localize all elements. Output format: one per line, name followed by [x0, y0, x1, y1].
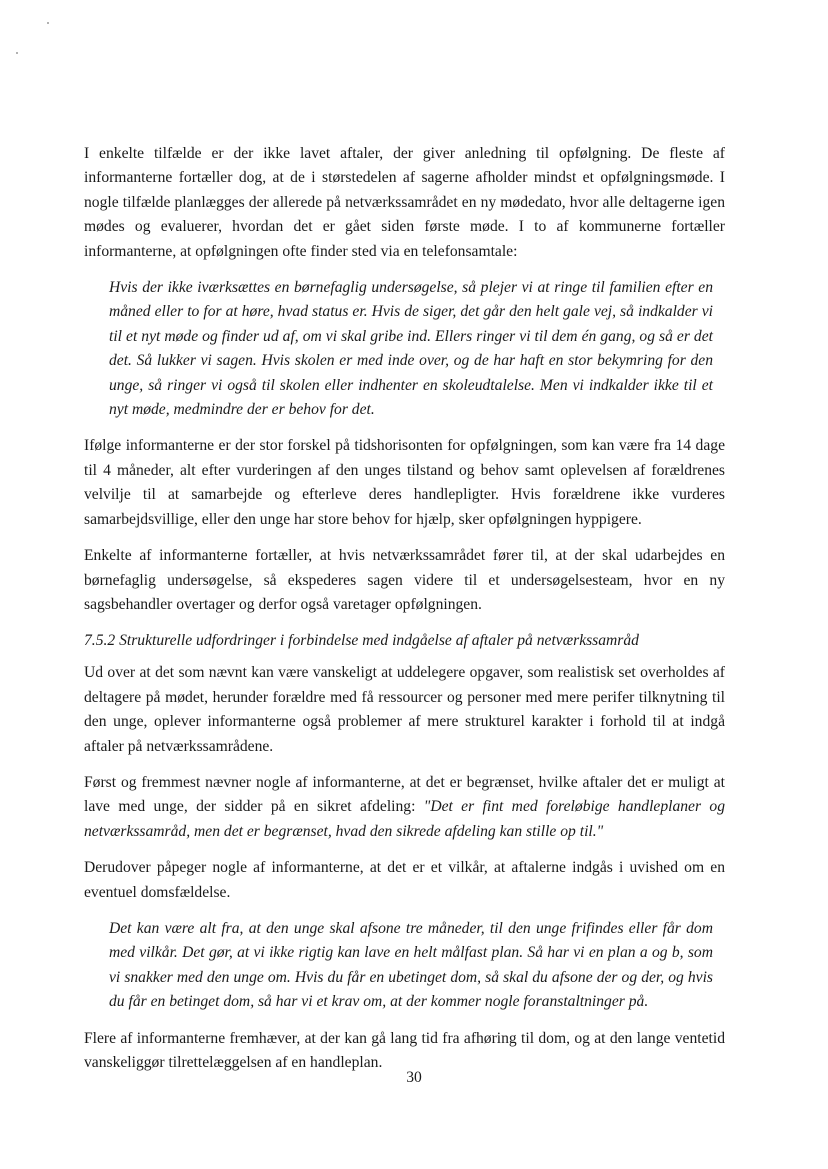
body-paragraph: I enkelte tilfælde er der ikke lavet aftaler, der giver anledning til opfølgning. De fleste af informanterne fortæller dog, at de i størstedelen af sagerne afholder mindst et opfølgningsmøde. I nogle tilfælde planlægges der allerede på netværkssamrådet en ny mødedato, hvor alle deltagerne igen mødes og evaluerer, hvordan det er gået siden første møde. I to af kommunerne fortæller informanterne, at opfølgningen ofte finder sted via en telefonsamtale:: [84, 145, 725, 260]
body-paragraph: Derudover påpeger nogle af informanterne, at det er et vilkår, at aftalerne indgås i uvished om en eventuel domsfældelse.: [84, 859, 725, 901]
section-heading: 7.5.2 Strukturelle udfordringer i forbindelse med indgåelse af aftaler på netværkssamråd: [84, 632, 639, 650]
scan-speck: [47, 22, 49, 24]
body-paragraph: Ifølge informanterne er der stor forskel på tidshorisonten for opfølgningen, som kan være fra 14 dage til 4 måneder, alt efter vurderingen af den unges tilstand og behov samt oplevelsen af forældrenes velvilje til at samarbejde og efterleve deres handlepligter. Hvis forældrene ikke vurderes samarbejdsvillige, eller den unge har store behov for hjælp, sker opfølgningen hyppigere.: [84, 437, 725, 528]
inline-quote: "Det er fint med foreløbige handleplaner og netværkssamråd, men det er begrænset, hvad den sikrede afdeling kan stille op til.": [84, 798, 725, 840]
page-number: 30: [406, 1069, 422, 1086]
block-quote: Hvis der ikke iværksættes en børnefaglig undersøgelse, så plejer vi at ringe til familien efter en måned eller to for at høre, hvad status er. Hvis de siger, det går den helt gale vej, så indkalder vi til et nyt møde og finder ud af, om vi skal gribe ind. Ellers ringer vi til dem én gang, og så er det det. Så lukker vi sagen. Hvis skolen er med inde over, og de har haft en stor bekymring for den unge, så ringer vi også til skolen eller indhenter en skoleudtalelse. Men vi indkalder ikke til et nyt møde, medmindre der er behov for det.: [109, 279, 713, 419]
body-paragraph-with-quote: [84, 771, 725, 844]
body-text: Først og fremmest nævner nogle af informanterne, at det er begrænset, hvilke aftaler det er muligt at lave med unge, der sidder på en sikret afdeling:: [84, 773, 725, 816]
body-paragraph: Enkelte af informanterne fortæller, at hvis netværkssamrådet fører til, at der skal udarbejdes en børnefaglig undersøgelse, så ekspederes sagen videre til et undersøgelsesteam, hvor en ny sagsbehandler overtager og derfor også varetager opfølgningen.: [84, 547, 725, 613]
body-paragraph: Flere af informanterne fremhæver, at der kan gå lang tid fra afhøring til dom, og at den lange ventetid vanskeliggør tilrettelæggelsen af en handleplan.: [84, 1029, 725, 1071]
scan-speck: [16, 52, 18, 54]
block-quote: Det kan være alt fra, at den unge skal afsone tre måneder, til den unge frifindes eller får dom med vilkår. Det gør, at vi ikke rigtig kan lave en helt målfast plan. Så har vi en plan a og b, som vi snakker med den unge om. Hvis du får en ubetinget dom, så skal du afsone der og der, og hvis du får en betinget dom, så har vi et krav om, at der kommer nogle foranstaltninger på.: [109, 919, 713, 1011]
document-page: [84, 142, 725, 1087]
body-paragraph: Ud over at det som nævnt kan være vanskeligt at uddelegere opgaver, som realistisk set overholdes af deltagere på mødet, herunder forældre med få ressourcer og personer med mere perifer tilknytning til den unge, oplever informanterne også problemer af mere strukturel karakter i forhold til at indgå aftaler på netværkssamrådene.: [84, 664, 725, 755]
